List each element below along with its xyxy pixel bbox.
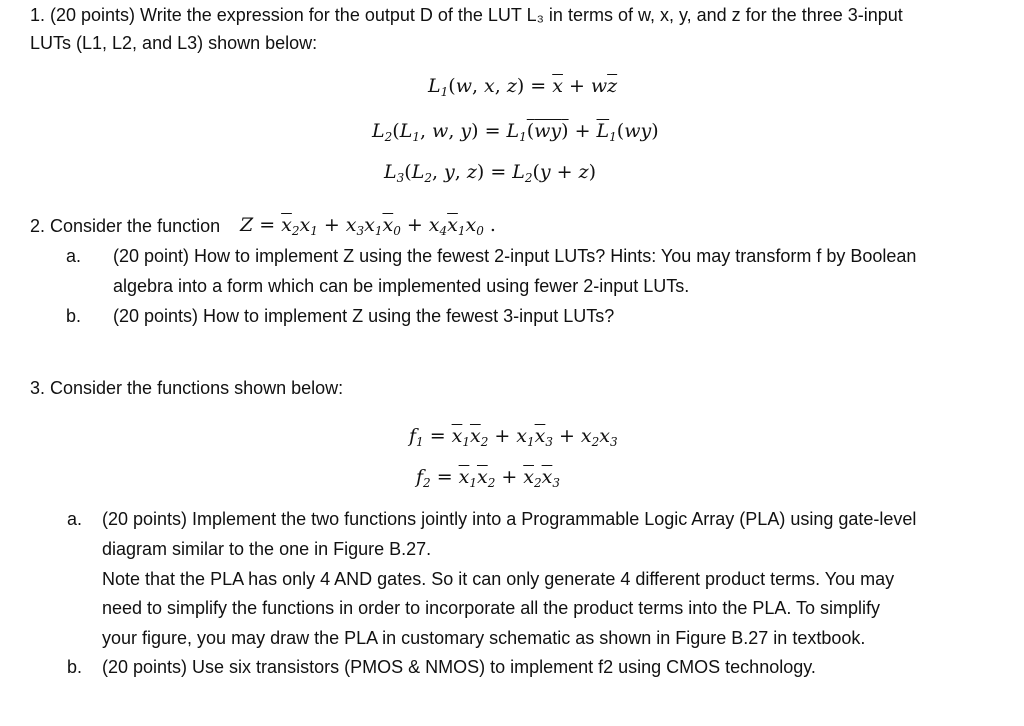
q2-a-label: a. xyxy=(66,246,82,266)
q3-a-line-4: need to simplify the functions in order to incorporate all the product terms into the PLA. To simplify xyxy=(102,598,881,618)
q2-b-label: b. xyxy=(66,306,82,326)
q3-equation-f1: $f_1 = \overline{x}_1\overline{x}_2 + x_1\overline{x}_3 + x_2x_3$ xyxy=(409,425,618,449)
q2-a-line-1: (20 point) How to implement Z using the fewest 2-input LUTs? Hints: You may transform f by Boolean xyxy=(113,246,917,266)
q3-b-label: b. xyxy=(67,657,83,677)
q1-text-line-2: LUTs (L1, L2, and L3) shown below: xyxy=(30,33,318,53)
q1-equation-l3: $L_3(L_2$, y, $z) = L_2(y + z)$ xyxy=(384,161,597,185)
q1-equation-l1: $L_1(w$, x, $z) = \overline{x} + w\overline{z}$ xyxy=(428,75,618,99)
q3-a-line-5: your figure, you may draw the PLA in customary schematic as shown in Figure B.27 in textbook. xyxy=(102,628,866,648)
q3-b-line-1: (20 points) Use six transistors (PMOS & NMOS) to implement f2 using CMOS technology. xyxy=(102,657,816,677)
q3-a-line-2: diagram similar to the one in Figure B.27. xyxy=(102,539,432,559)
q2-b-line-1: (20 points) How to implement Z using the fewest 3-input LUTs? xyxy=(113,306,615,326)
q1-text-line-1: 1. (20 points) Write the expression for the output D of the LUT L₃ in terms of w, x, y, and z for the three 3-input xyxy=(30,5,903,25)
q1-equation-l2: $L_2(L_1$, w, $y) = L_1(wy) + \overline{L}_1(wy)$ xyxy=(372,120,659,144)
q2-a-line-2: algebra into a form which can be implemented using fewer 2-input LUTs. xyxy=(113,276,690,296)
q2-function-z: $Z = \overline{x}_2x_1 + x_3x_1\overline{x}_0 + x_4\overline{x}_1x_0$ . xyxy=(240,214,496,238)
q3-a-line-3: Note that the PLA has only 4 AND gates. So it can only generate 4 different product terms. You may xyxy=(102,569,895,589)
q2-intro-text: 2. Consider the function xyxy=(30,216,221,236)
q3-a-line-1: (20 points) Implement the two functions jointly into a Programmable Logic Array (PLA) using gate-level xyxy=(102,509,917,529)
q3-equation-f2: $f_2 = \overline{x}_1\overline{x}_2 + \overline{x}_2\overline{x}_3$ xyxy=(416,466,560,490)
q3-intro-text: 3. Consider the functions shown below: xyxy=(30,378,344,398)
q3-a-label: a. xyxy=(67,509,83,529)
